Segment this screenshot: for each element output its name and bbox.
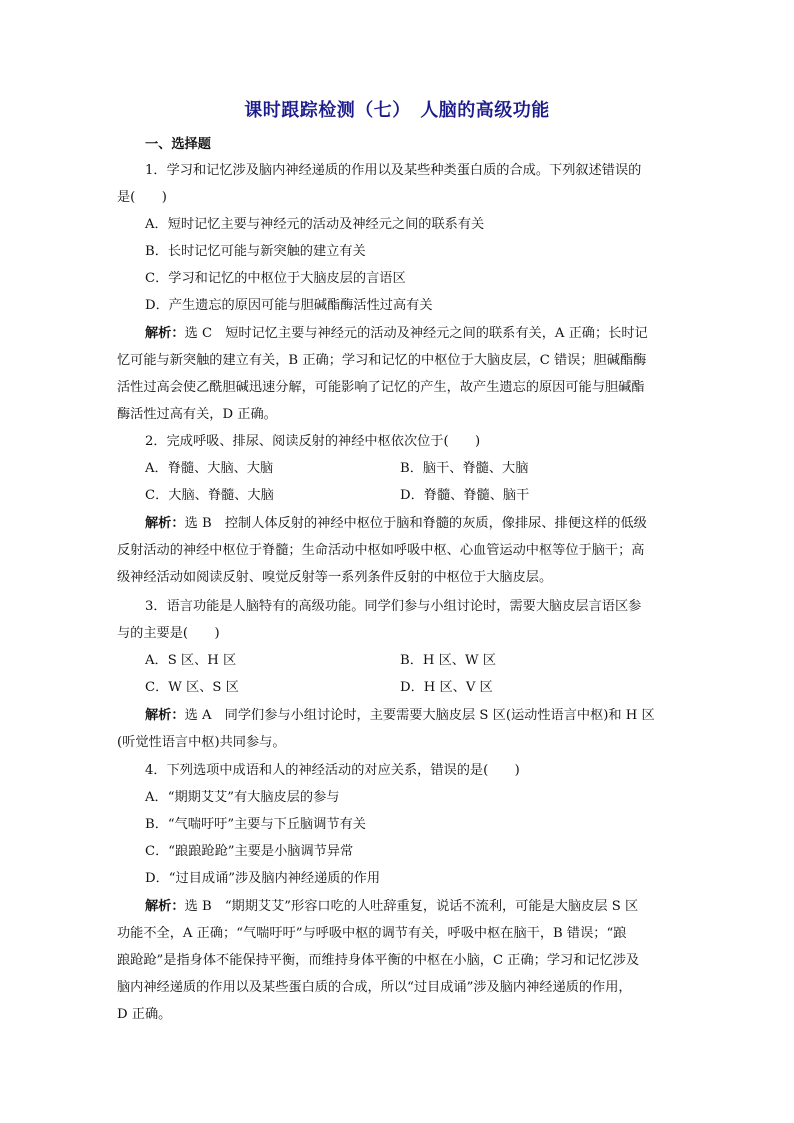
- q2-stem: 2．完成呼吸、排尿、阅读反射的神经中枢依次位于( ): [145, 434, 481, 449]
- q4-option-a: A．“期期艾艾”有大脑皮层的参与: [145, 790, 340, 805]
- q4-explanation-text: 选 B “期期艾艾”形容口吃的人吐辞重复，说话不流利，可能是大脑皮层 S 区: [184, 899, 639, 914]
- q3-explanation-text: 选 A 同学们参与小组讨论时，主要需要大脑皮层 S 区(运动性语言中枢)和 H 区: [184, 708, 655, 723]
- q2-option-d: D．脊髓、脊髓、脑干: [400, 488, 530, 503]
- q3-stem-line1: 3．语言功能是人脑特有的高级功能。同学们参与小组讨论时，需要大脑皮层言语区参: [145, 599, 642, 614]
- q4-explanation-line2: 功能不全，A 正确；“气喘吁吁”与呼吸中枢的调节有关，呼吸中枢在脑干，B 错误；“踉: [117, 926, 627, 941]
- q1-explanation-text: 选 C 短时记忆主要与神经元的活动及神经元之间的联系有关，A 正确；长时记: [184, 326, 648, 341]
- q1-option-c: C．学习和记忆的中枢位于大脑皮层的言语区: [145, 271, 406, 286]
- q1-option-b: B．长时记忆可能与新突触的建立有关: [145, 244, 366, 259]
- q3-explanation-label: 解析：: [145, 708, 185, 723]
- q2-explanation-label: 解析：: [145, 516, 185, 531]
- q1-explanation-line1: [145, 326, 705, 342]
- q4-stem: 4．下列选项中成语和人的神经活动的对应关系，错误的是( ): [145, 763, 520, 778]
- q1-stem-line1: 1．学习和记忆涉及脑内神经递质的作用以及某些种类蛋白质的合成。下列叙述错误的: [145, 163, 642, 178]
- q4-option-d: D．“过目成诵”涉及脑内神经递质的作用: [145, 871, 381, 886]
- q1-explanation-line2: 忆可能与新突触的建立有关，B 正确；学习和记忆的中枢位于大脑皮层，C 错误；胆碱酯酶: [117, 353, 647, 368]
- page-title: 课时跟踪检测（七） 人脑的高级功能: [244, 100, 550, 121]
- q1-explanation-line3: 活性过高会使乙酰胆碱迅速分解，可能影响了记忆的产生，故产生遗忘的原因可能与胆碱酯: [117, 380, 645, 395]
- q1-stem-line2: 是( ): [117, 190, 167, 205]
- q1-explanation-label: 解析：: [145, 326, 185, 341]
- q4-explanation-line3: 踉跄跄”是指身体不能保持平衡，而维持身体平衡的中枢在小脑，C 正确；学习和记忆涉及: [117, 953, 640, 968]
- q4-explanation-label: 解析：: [145, 899, 185, 914]
- q2-explanation-line2: 反射活动的神经中枢位于脊髓；生命活动中枢如呼吸中枢、心血管运动中枢等位于脑干；高: [117, 543, 645, 558]
- q2-option-b: B．脑干、脊髓、大脑: [400, 461, 529, 476]
- q2-explanation-line1: [145, 516, 705, 532]
- q4-explanation-line4: 脑内神经递质的作用以及某些蛋白质的合成，所以“过目成诵”涉及脑内神经递质的作用，: [117, 980, 632, 995]
- q3-explanation-line1: [145, 708, 705, 724]
- q3-stem-line2: 与的主要是( ): [117, 626, 220, 641]
- q4-explanation-line1: [145, 899, 705, 915]
- q4-option-b: B．“气喘吁吁”主要与下丘脑调节有关: [145, 817, 366, 832]
- q3-option-d: D．H 区、V 区: [400, 680, 493, 695]
- q2-explanation-text: 选 B 控制人体反射的神经中枢位于脑和脊髓的灰质，像排尿、排便这样的低级: [184, 516, 647, 531]
- q1-option-d: D．产生遗忘的原因可能与胆碱酯酶活性过高有关: [145, 298, 433, 313]
- q2-option-a: A．脊髓、大脑、大脑: [145, 461, 274, 476]
- q2-explanation-line3: 级神经活动如阅读反射、嗅觉反射等一系列条件反射的中枢位于大脑皮层。: [117, 570, 553, 585]
- q4-explanation-line5: D 正确。: [117, 1007, 172, 1022]
- q3-explanation-line2: (听觉性语言中枢)共同参与。: [117, 735, 286, 750]
- q3-option-b: B．H 区、W 区: [400, 653, 496, 668]
- q3-option-a: A．S 区、H 区: [145, 653, 237, 668]
- q4-option-c: C．“踉踉跄跄”主要是小脑调节异常: [145, 844, 354, 859]
- q1-option-a: A．短时记忆主要与神经元的活动及神经元之间的联系有关: [145, 217, 485, 232]
- q1-explanation-line4: 酶活性过高有关，D 正确。: [117, 407, 277, 422]
- q3-option-c: C．W 区、S 区: [145, 680, 239, 695]
- section-heading: 一、选择题: [145, 137, 211, 152]
- q2-option-c: C．大脑、脊髓、大脑: [145, 488, 274, 503]
